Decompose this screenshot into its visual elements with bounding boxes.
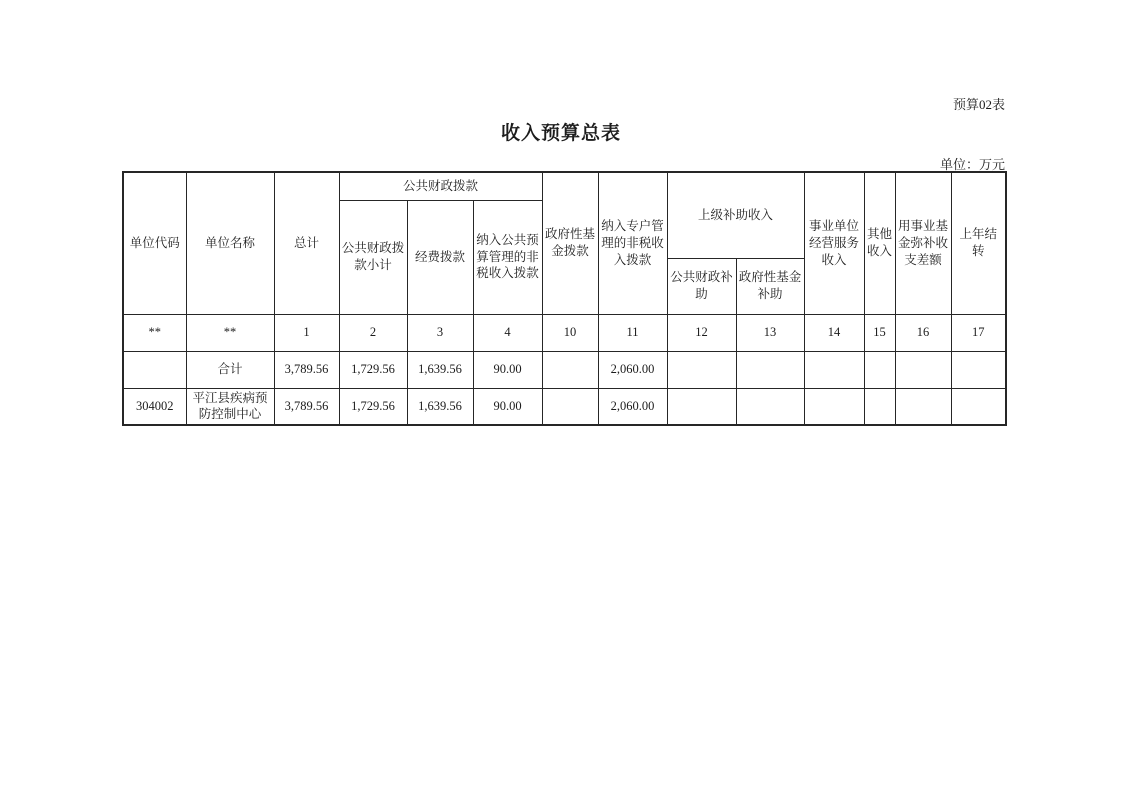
header-gov-fund-allocation: 政府性基金拨款 [542,172,598,314]
header-public-finance-subtotal: 公共财政拨款小计 [339,200,407,314]
cell-value [951,351,1006,388]
index-cell: 4 [473,314,542,351]
cell-value [542,388,598,425]
header-gov-fund-subsidy: 政府性基金补助 [736,258,804,314]
cell-value [864,351,895,388]
header-unit-code: 单位代码 [123,172,186,314]
cell-value [951,388,1006,425]
header-row-1 [123,172,1006,200]
index-cell: 17 [951,314,1006,351]
header-public-finance-subsidy: 公共财政补助 [667,258,736,314]
index-cell: 3 [407,314,473,351]
header-fund-balance-offset: 用事业基金弥补收支差额 [895,172,951,314]
header-nontax-into-public-budget: 纳入公共预算管理的非税收入拨款 [473,200,542,314]
income-budget-table [122,171,1007,426]
cell-value: 1,729.56 [339,351,407,388]
cell-value: 3,789.56 [274,351,339,388]
index-cell: 12 [667,314,736,351]
cell-value: 90.00 [473,388,542,425]
cell-value [895,388,951,425]
index-cell: 2 [339,314,407,351]
index-cell: 14 [804,314,864,351]
header-unit-name: 单位名称 [186,172,274,314]
header-business-service-income: 事业单位经营服务收入 [804,172,864,314]
cell-value [864,388,895,425]
unit-note-label: 单位：万元 [939,157,1005,172]
index-cell: 1 [274,314,339,351]
header-public-finance-group: 公共财政拨款 [339,172,542,200]
header-carryover: 上年结转 [951,172,1006,314]
cell-value [542,351,598,388]
index-cell: ** [186,314,274,351]
index-cell: ** [123,314,186,351]
cell-value: 90.00 [473,351,542,388]
cell-value [736,351,804,388]
header-other-income: 其他收入 [864,172,895,314]
table-row-total [123,351,1006,388]
cell-unit-name: 平江县疾病预防控制中心 [186,388,274,425]
index-cell: 13 [736,314,804,351]
cell-value: 1,639.56 [407,388,473,425]
table-row-unit [123,388,1006,425]
cell-value: 2,060.00 [598,351,667,388]
index-row [123,314,1006,351]
form-code-label: 预算02表 [952,97,1005,112]
header-superior-subsidy-group: 上级补助收入 [667,172,804,258]
cell-value [895,351,951,388]
cell-value: 2,060.00 [598,388,667,425]
index-cell: 15 [864,314,895,351]
cell-value: 1,729.56 [339,388,407,425]
cell-unit-name: 合计 [186,351,274,388]
cell-value [736,388,804,425]
header-nontax-special-account: 纳入专户管理的非税收入拨款 [598,172,667,314]
cell-value [667,388,736,425]
page-title: 收入预算总表 [500,123,621,144]
index-cell: 10 [542,314,598,351]
cell-value [804,351,864,388]
cell-unit-code [123,351,186,388]
cell-value [667,351,736,388]
index-cell: 11 [598,314,667,351]
cell-unit-code: 304002 [123,388,186,425]
header-funding-allocation: 经费拨款 [407,200,473,314]
header-total: 总计 [274,172,339,314]
cell-value [804,388,864,425]
cell-value: 1,639.56 [407,351,473,388]
index-cell: 16 [895,314,951,351]
cell-value: 3,789.56 [274,388,339,425]
